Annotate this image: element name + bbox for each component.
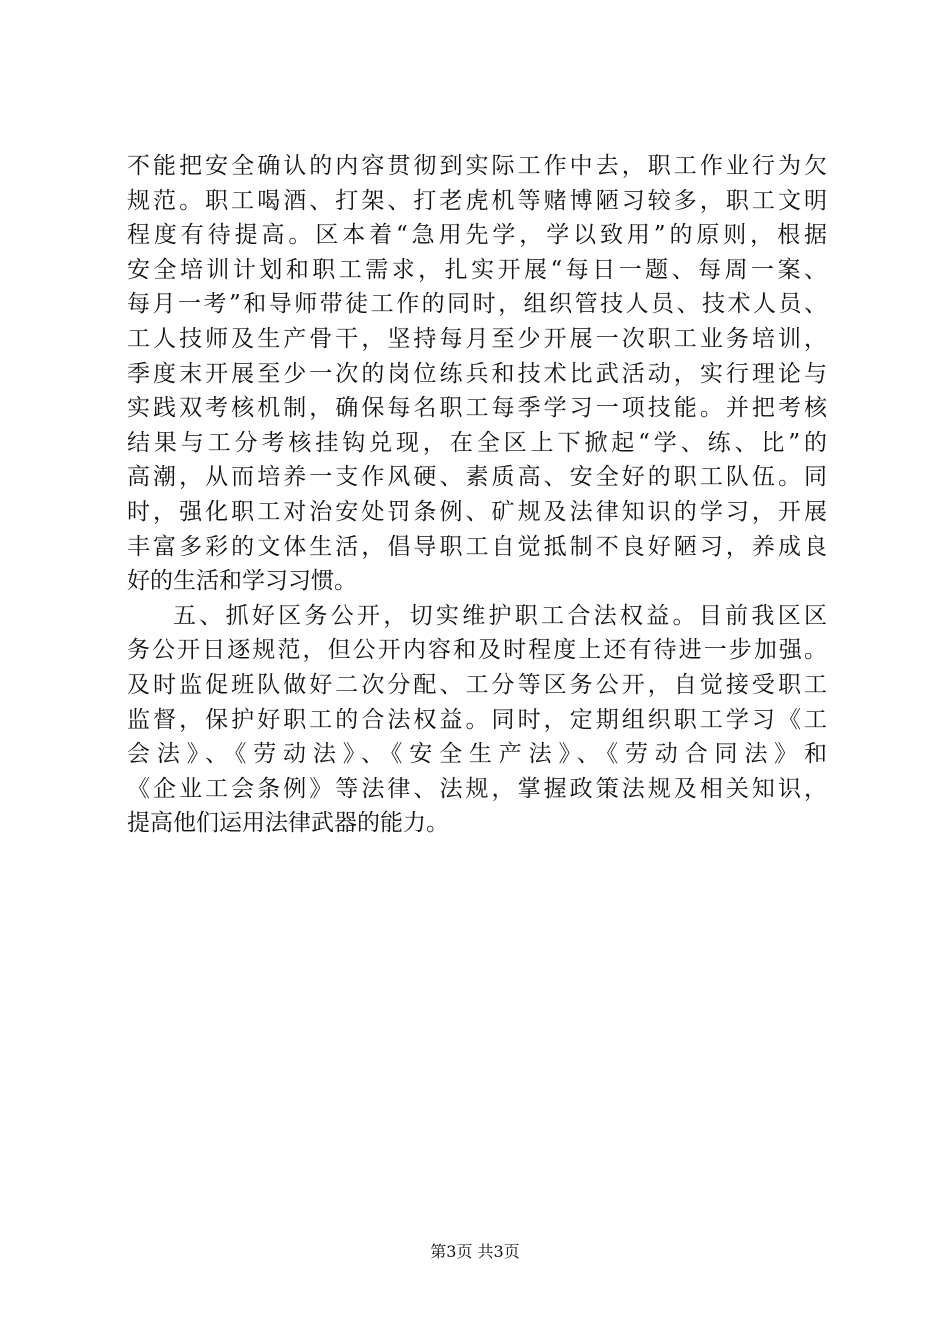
body-text — [127, 149, 827, 841]
text-line: 实践双考核机制，确保每名职工每季学习一项技能。并把考核 — [127, 395, 827, 422]
text-line: 结果与工分考核挂钩兑现，在全区上下掀起“学、练、比”的 — [127, 429, 827, 456]
text-line: 每月一考”和导师带徒工作的同时，组织管技人员、技术人员、 — [127, 291, 827, 318]
text-line: 高潮，从而培养一支作风硬、素质高、安全好的职工队伍。同 — [127, 464, 827, 491]
text-line: 程度有待提高。区本着“急用先学，学以致用”的原则，根据 — [127, 222, 827, 249]
page-number-footer: 第3页 共3页 — [430, 1242, 520, 1261]
text-line: 安全培训计划和职工需求，扎实开展“每日一题、每周一案、 — [127, 256, 827, 283]
text-line: 会法》、《劳动法》、《安全生产法》、《劳动合同法》和 — [127, 741, 827, 768]
text-line: 提高他们运用法律武器的能力。 — [127, 810, 449, 837]
text-line: 务公开日逐规范，但公开内容和及时程度上还有待进一步加强。 — [127, 637, 827, 664]
text-line: 好的生活和学习习惯。 — [127, 568, 357, 595]
paragraph-start-line: 五、抓好区务公开，切实维护职工合法权益。目前我区区 — [173, 602, 827, 629]
text-line: 时，强化职工对治安处罚条例、矿规及法律知识的学习，开展 — [127, 498, 827, 525]
text-line: 丰富多彩的文体生活，倡导职工自觉抵制不良好陋习，养成良 — [127, 533, 827, 560]
text-line: 不能把安全确认的内容贯彻到实际工作中去，职工作业行为欠 — [127, 153, 827, 179]
text-line: 季度末开展至少一次的岗位练兵和技术比武活动，实行理论与 — [127, 360, 827, 387]
text-line: 工人技师及生产骨干，坚持每月至少开展一次职工业务培训， — [127, 325, 827, 352]
text-line: 监督，保护好职工的合法权益。同时，定期组织职工学习《工 — [127, 706, 827, 733]
text-line: 及时监促班队做好二次分配、工分等区务公开，自觉接受职工 — [127, 671, 827, 698]
text-line: 《企业工会条例》等法律、法规，掌握政策法规及相关知识， — [127, 775, 827, 802]
text-line: 规范。职工喝酒、打架、打老虎机等赌博陋习较多，职工文明 — [127, 187, 827, 214]
